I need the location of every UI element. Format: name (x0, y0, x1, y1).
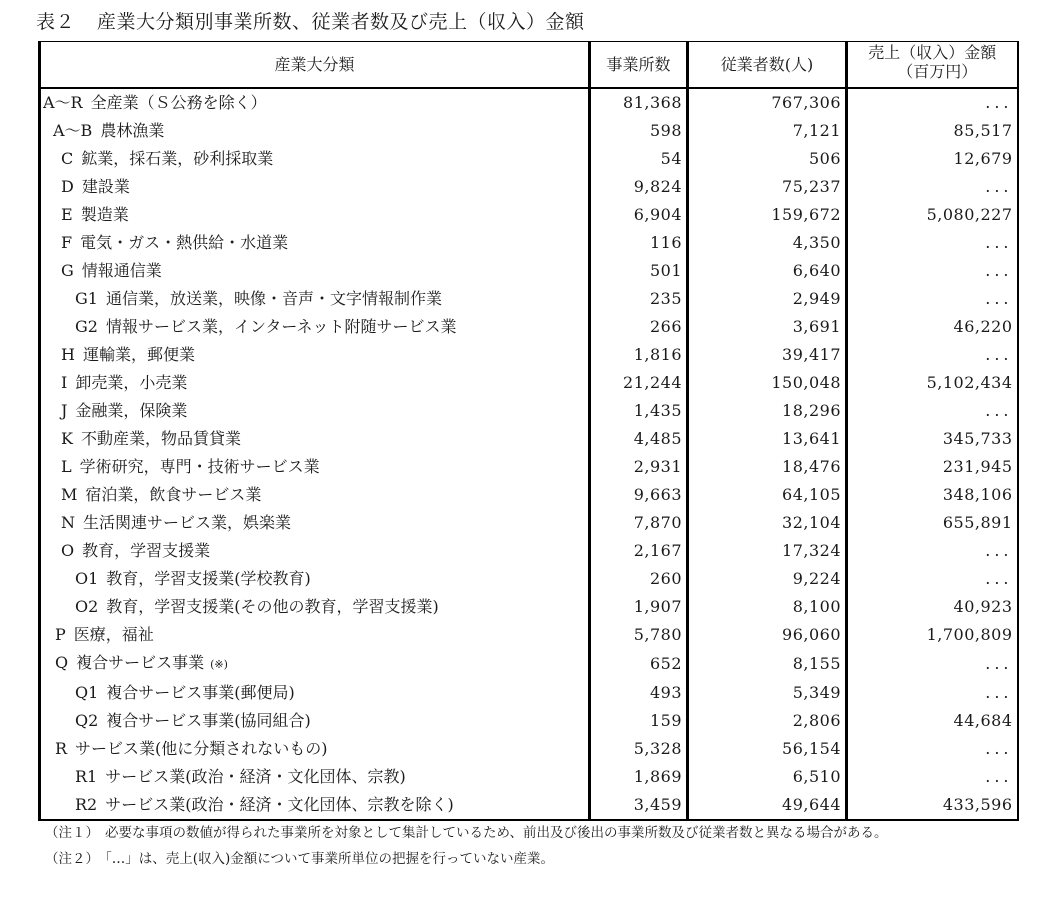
employees-value: 3,691 (792, 317, 841, 336)
industry-label: 製造業 (80, 205, 129, 224)
table-row (40, 173, 1018, 201)
establishments-cell (590, 117, 688, 145)
employees-value: 2,949 (792, 289, 841, 308)
sales-value: ... (985, 233, 1013, 252)
employees-value: 64,105 (782, 485, 841, 504)
establishments-value: 1,907 (633, 597, 682, 616)
sales-cell (847, 397, 1018, 425)
sales-cell (847, 285, 1018, 313)
establishments-value: 9,663 (633, 485, 682, 504)
sales-cell (847, 593, 1018, 621)
employees-cell (688, 649, 847, 679)
establishments-value: 266 (649, 317, 682, 336)
table-title (36, 7, 585, 34)
footnote-label: （注２） (45, 851, 99, 867)
table-row (40, 425, 1018, 453)
sales-value: ... (985, 261, 1013, 280)
note-mark: (※) (210, 658, 228, 671)
footnote-1 (45, 820, 887, 846)
industry-name-cell (40, 481, 590, 509)
industry-name-cell (40, 537, 590, 565)
establishments-cell (590, 565, 688, 593)
sales-cell (847, 88, 1018, 117)
sales-value: ... (985, 569, 1013, 588)
industry-name-cell (40, 313, 590, 341)
industry-label: 通信業，放送業，映像・音声・文字情報制作業 (105, 289, 442, 308)
industry-code: E (61, 205, 73, 224)
table-row (40, 791, 1018, 820)
establishments-cell (590, 201, 688, 229)
industry-label: 鉱業，採石業，砂利採取業 (81, 149, 274, 168)
table-row (40, 453, 1018, 481)
table-row (40, 565, 1018, 593)
employees-value: 159,672 (771, 205, 841, 224)
sales-value: 5,080,227 (926, 205, 1013, 224)
industry-name-cell (40, 649, 590, 679)
footnote-text: 「…」は、売上(収入)金額について事業所単位の把握を行っていない産業。 (105, 851, 555, 867)
industry-code: R (55, 739, 68, 758)
sales-value: 40,923 (953, 597, 1013, 616)
industry-name-cell (40, 707, 590, 735)
employees-value: 32,104 (782, 513, 841, 532)
industry-name-cell (40, 369, 590, 397)
establishments-cell (590, 537, 688, 565)
industry-label: サービス業(他に分類されないもの) (75, 739, 328, 758)
employees-value: 6,510 (792, 767, 841, 786)
industry-label: 宿泊業，飲食サービス業 (85, 485, 262, 504)
industry-name-cell (40, 145, 590, 173)
table-row (40, 481, 1018, 509)
industry-label: 運輸業，郵便業 (82, 345, 195, 364)
employees-value: 49,644 (782, 795, 841, 814)
sales-cell (847, 145, 1018, 173)
establishments-value: 1,816 (633, 345, 682, 364)
establishments-value: 54 (660, 149, 682, 168)
sales-cell (847, 649, 1018, 679)
table-row (40, 145, 1018, 173)
industry-code: O2 (75, 597, 99, 616)
establishments-value: 1,435 (633, 401, 682, 420)
establishments-cell (590, 397, 688, 425)
sales-value: 46,220 (953, 317, 1013, 336)
industry-code: L (61, 457, 72, 476)
sales-cell (847, 679, 1018, 707)
industry-code: G2 (75, 317, 98, 336)
employees-value: 9,224 (792, 569, 841, 588)
establishments-value: 260 (649, 569, 682, 588)
employees-value: 4,350 (792, 233, 841, 252)
industry-statistics-table (38, 41, 1019, 821)
employees-value: 75,237 (782, 177, 841, 196)
establishments-value: 81,368 (623, 93, 682, 112)
sales-cell (847, 257, 1018, 285)
industry-code: R2 (75, 795, 98, 814)
sales-value: 1,700,809 (926, 625, 1013, 644)
employees-value: 13,641 (782, 429, 841, 448)
industry-label: サービス業(政治・経済・文化団体、宗教を除く) (105, 795, 454, 814)
employees-cell (688, 453, 847, 481)
establishments-value: 5,780 (633, 625, 682, 644)
table-row (40, 679, 1018, 707)
table-row (40, 229, 1018, 257)
table-row (40, 397, 1018, 425)
establishments-cell (590, 369, 688, 397)
industry-code: M (61, 485, 78, 504)
sales-cell (847, 201, 1018, 229)
establishments-cell (590, 285, 688, 313)
table-row (40, 649, 1018, 679)
sales-value: 231,945 (942, 457, 1013, 476)
employees-cell (688, 565, 847, 593)
sales-value: ... (985, 177, 1013, 196)
sales-value: ... (985, 289, 1013, 308)
sales-value: 655,891 (942, 513, 1013, 532)
industry-name-cell (40, 341, 590, 369)
header-employees: 従業者数(人) (688, 42, 847, 89)
sales-value: ... (985, 739, 1013, 758)
establishments-value: 652 (649, 654, 682, 673)
table-row (40, 285, 1018, 313)
industry-name-cell (40, 565, 590, 593)
industry-name-cell (40, 88, 590, 117)
industry-label: 金融業，保険業 (75, 401, 188, 420)
industry-code: F (61, 233, 73, 252)
industry-label: 教育，学習支援業 (82, 541, 211, 560)
sales-cell (847, 117, 1018, 145)
industry-label: 電気・ガス・熱供給・水道業 (80, 233, 289, 252)
industry-code: D (61, 177, 74, 196)
header-sales-line1: 売上（収入）金額 (868, 43, 997, 62)
footnotes (45, 820, 887, 872)
industry-code: N (61, 513, 75, 532)
sales-value: ... (985, 93, 1013, 112)
employees-value: 18,476 (782, 457, 841, 476)
employees-value: 150,048 (771, 373, 841, 392)
industry-label: 情報通信業 (81, 261, 162, 280)
industry-name-cell (40, 173, 590, 201)
employees-value: 5,349 (792, 683, 841, 702)
employees-value: 506 (808, 149, 841, 168)
sales-cell (847, 425, 1018, 453)
industry-code: Q2 (75, 711, 99, 730)
table-row (40, 621, 1018, 649)
establishments-cell (590, 313, 688, 341)
industry-code: O (61, 541, 75, 560)
industry-name-cell (40, 621, 590, 649)
footnote-label: （注１） (45, 825, 99, 841)
establishments-cell (590, 88, 688, 117)
employees-value: 7,121 (792, 121, 841, 140)
table-row (40, 593, 1018, 621)
industry-label: 不動産業，物品賃貸業 (80, 429, 241, 448)
industry-code: P (55, 625, 66, 644)
sales-cell (847, 453, 1018, 481)
employees-cell (688, 509, 847, 537)
table-row (40, 88, 1018, 117)
industry-code: A～R (43, 93, 83, 112)
sales-value: ... (985, 345, 1013, 364)
sales-cell (847, 621, 1018, 649)
sales-value: 433,596 (942, 795, 1013, 814)
establishments-cell (590, 173, 688, 201)
employees-cell (688, 735, 847, 763)
industry-name-cell (40, 679, 590, 707)
industry-label: 教育，学習支援業(学校教育) (106, 569, 311, 588)
establishments-value: 235 (649, 289, 682, 308)
establishments-value: 4,485 (633, 429, 682, 448)
industry-code: H (61, 345, 75, 364)
employees-value: 8,155 (792, 654, 841, 673)
establishments-value: 2,167 (633, 541, 682, 560)
industry-name-cell (40, 791, 590, 820)
industry-code: Q (55, 653, 69, 672)
establishments-value: 116 (649, 233, 682, 252)
industry-label: 複合サービス事業(郵便局) (106, 683, 295, 702)
establishments-value: 159 (649, 711, 682, 730)
table-row (40, 201, 1018, 229)
establishments-cell (590, 509, 688, 537)
industry-code: J (61, 401, 68, 420)
footnote-2 (45, 846, 887, 872)
employees-cell (688, 341, 847, 369)
establishments-cell (590, 257, 688, 285)
industry-name-cell (40, 285, 590, 313)
sales-cell (847, 369, 1018, 397)
table-row (40, 117, 1018, 145)
employees-cell (688, 313, 847, 341)
industry-name-cell (40, 257, 590, 285)
employees-cell (688, 257, 847, 285)
table-row (40, 257, 1018, 285)
industry-code: K (61, 429, 73, 448)
employees-value: 767,306 (771, 93, 841, 112)
establishments-cell (590, 791, 688, 820)
industry-label: 複合サービス事業(協同組合) (106, 711, 311, 730)
establishments-cell (590, 735, 688, 763)
establishments-value: 7,870 (633, 513, 682, 532)
sales-cell (847, 537, 1018, 565)
sales-value: ... (985, 767, 1013, 786)
industry-name-cell (40, 509, 590, 537)
sales-cell (847, 509, 1018, 537)
industry-name-cell (40, 453, 590, 481)
table-row (40, 763, 1018, 791)
sales-cell (847, 735, 1018, 763)
establishments-cell (590, 679, 688, 707)
employees-value: 18,296 (782, 401, 841, 420)
employees-cell (688, 88, 847, 117)
employees-value: 96,060 (782, 625, 841, 644)
establishments-cell (590, 593, 688, 621)
sales-cell (847, 763, 1018, 791)
industry-label: 建設業 (81, 177, 130, 196)
sales-value: 44,684 (953, 711, 1013, 730)
industry-label: 複合サービス事業 (76, 653, 205, 672)
sales-cell (847, 791, 1018, 820)
industry-name-cell (40, 397, 590, 425)
establishments-cell (590, 341, 688, 369)
employees-value: 56,154 (782, 739, 841, 758)
establishments-value: 5,328 (633, 739, 682, 758)
establishments-value: 6,904 (633, 205, 682, 224)
establishments-cell (590, 763, 688, 791)
table-title-text: 産業大分類別事業所数、従業者数及び売上（収入）金額 (97, 11, 585, 33)
sales-value: 12,679 (953, 149, 1013, 168)
industry-code: C (61, 149, 74, 168)
employees-cell (688, 593, 847, 621)
header-establishments: 事業所数 (590, 42, 688, 89)
employees-value: 6,640 (792, 261, 841, 280)
table-row (40, 313, 1018, 341)
header-sales (847, 42, 1018, 89)
sales-value: ... (985, 401, 1013, 420)
sales-value: 345,733 (942, 429, 1013, 448)
establishments-cell (590, 145, 688, 173)
employees-cell (688, 285, 847, 313)
sales-value: ... (985, 683, 1013, 702)
establishments-value: 21,244 (623, 373, 682, 392)
header-industry: 産業大分類 (40, 42, 590, 89)
establishments-value: 493 (649, 683, 682, 702)
industry-label: 農林漁業 (100, 121, 165, 140)
establishments-value: 9,824 (633, 177, 682, 196)
industry-code: Q1 (75, 683, 99, 702)
employees-cell (688, 679, 847, 707)
establishments-cell (590, 453, 688, 481)
header-row (40, 42, 1018, 89)
industry-label: 学術研究，専門・技術サービス業 (79, 457, 320, 476)
employees-cell (688, 173, 847, 201)
industry-label: 情報サービス業，インターネット附随サービス業 (105, 317, 457, 336)
industry-name-cell (40, 201, 590, 229)
sales-cell (847, 229, 1018, 257)
establishments-value: 3,459 (633, 795, 682, 814)
industry-code: R1 (75, 767, 98, 786)
employees-value: 8,100 (792, 597, 841, 616)
industry-label: 医療，福祉 (73, 625, 154, 644)
industry-code: G (61, 261, 74, 280)
employees-cell (688, 621, 847, 649)
industry-label: 全産業（Ｓ公務を除く） (90, 93, 267, 112)
footnote-text: 必要な事項の数値が得られた事業所を対象として集計しているため、前出及び後出の事業所数及び従業者数と異なる場合がある。 (105, 825, 888, 841)
employees-value: 17,324 (782, 541, 841, 560)
employees-cell (688, 481, 847, 509)
industry-name-cell (40, 593, 590, 621)
establishments-value: 2,931 (633, 457, 682, 476)
industry-label: 教育，学習支援業(その他の教育，学習支援業) (106, 597, 439, 616)
sales-cell (847, 565, 1018, 593)
table-row (40, 707, 1018, 735)
industry-code: O1 (75, 569, 99, 588)
header-sales-unit: （百万円） (897, 62, 978, 81)
employees-cell (688, 763, 847, 791)
establishments-value: 501 (649, 261, 682, 280)
establishments-value: 1,869 (633, 767, 682, 786)
industry-code: G1 (75, 289, 98, 308)
employees-cell (688, 397, 847, 425)
establishments-cell (590, 229, 688, 257)
table-row (40, 735, 1018, 763)
table-row (40, 341, 1018, 369)
sales-cell (847, 481, 1018, 509)
table-row (40, 369, 1018, 397)
employees-cell (688, 791, 847, 820)
sales-cell (847, 173, 1018, 201)
employees-cell (688, 537, 847, 565)
table-row (40, 509, 1018, 537)
employees-cell (688, 229, 847, 257)
sales-cell (847, 707, 1018, 735)
sales-value: ... (985, 654, 1013, 673)
industry-label: 卸売業，小売業 (75, 373, 188, 392)
industry-name-cell (40, 117, 590, 145)
sales-cell (847, 313, 1018, 341)
sales-cell (847, 341, 1018, 369)
industry-label: サービス業(政治・経済・文化団体、宗教) (105, 767, 406, 786)
industry-code: I (61, 373, 68, 392)
employees-cell (688, 425, 847, 453)
table-number: 表２ (36, 11, 76, 33)
table-row (40, 537, 1018, 565)
employees-value: 2,806 (792, 711, 841, 730)
industry-name-cell (40, 735, 590, 763)
establishments-cell (590, 621, 688, 649)
sales-value: ... (985, 541, 1013, 560)
establishments-cell (590, 481, 688, 509)
table-body (40, 88, 1018, 820)
establishments-cell (590, 707, 688, 735)
establishments-value: 598 (649, 121, 682, 140)
employees-cell (688, 145, 847, 173)
industry-name-cell (40, 763, 590, 791)
industry-name-cell (40, 425, 590, 453)
establishments-cell (590, 649, 688, 679)
employees-value: 39,417 (782, 345, 841, 364)
sales-value: 85,517 (953, 121, 1013, 140)
industry-name-cell (40, 229, 590, 257)
industry-code: A～B (53, 121, 93, 140)
employees-cell (688, 201, 847, 229)
employees-cell (688, 117, 847, 145)
sales-value: 348,106 (942, 485, 1013, 504)
establishments-cell (590, 425, 688, 453)
employees-cell (688, 369, 847, 397)
industry-label: 生活関連サービス業，娯楽業 (83, 513, 292, 532)
sales-value: 5,102,434 (926, 373, 1013, 392)
employees-cell (688, 707, 847, 735)
